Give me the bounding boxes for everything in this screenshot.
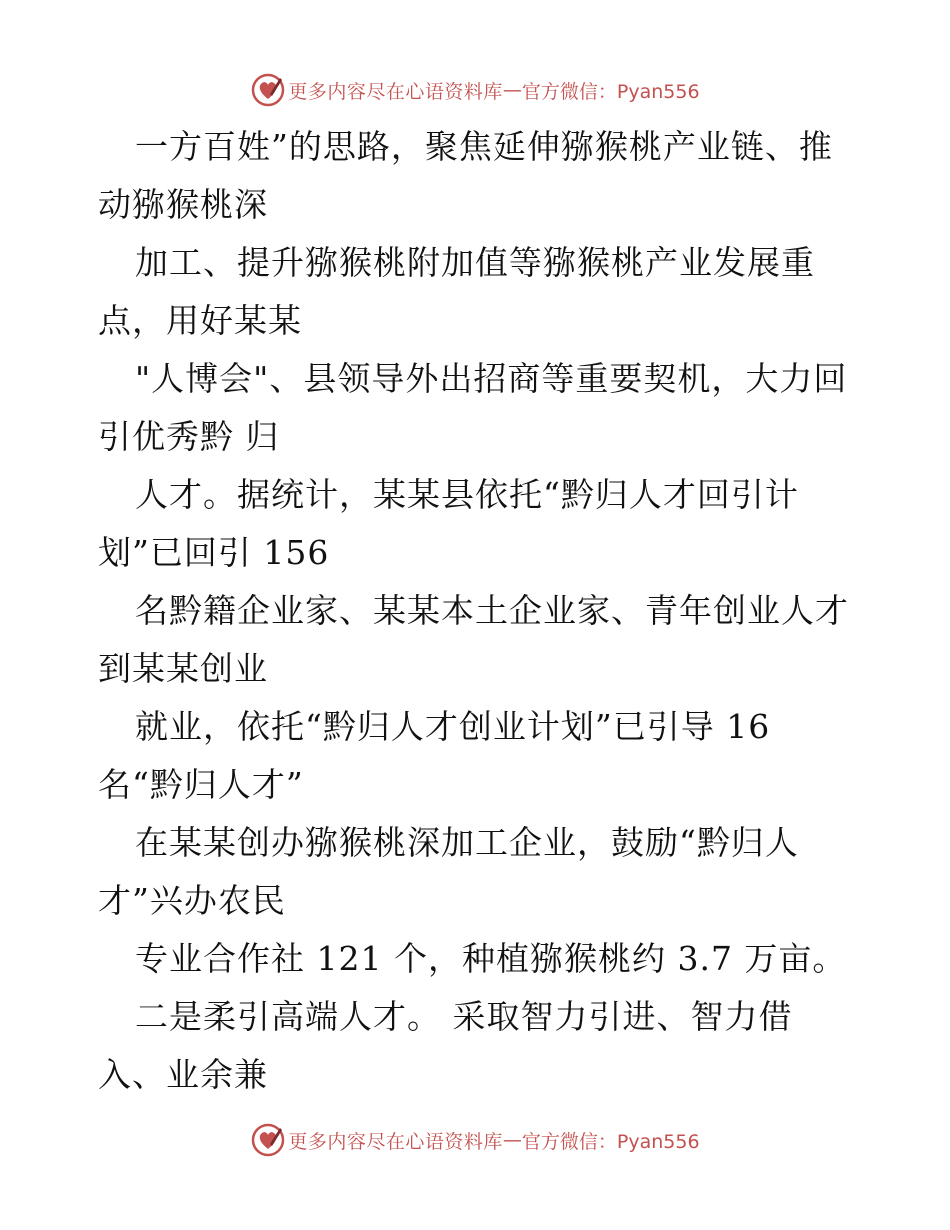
text-line: 引优秀黔 归 xyxy=(98,417,280,456)
text-line: 在某某创办猕猴桃深加工企业，鼓励“黔归人 xyxy=(135,823,799,862)
footer-banner xyxy=(0,1120,950,1160)
text-line: 入、业余兼 xyxy=(98,1055,268,1094)
header-brand-text: 更多内容尽在心语资料库 xyxy=(288,80,503,103)
text-line: 划”已回引 156 xyxy=(98,533,330,572)
text-line: 专业合作社 121 个，种植猕猴桃约 3.7 万亩。 xyxy=(135,939,847,978)
text-line: 二是柔引高端人才。 采取智力引进、智力借 xyxy=(135,997,793,1036)
text-line: 名黔籍企业家、某某本土企业家、青年创业人才 xyxy=(135,591,849,630)
document-body xyxy=(98,118,878,1104)
text-line: 加工、提升猕猴桃附加值等猕猴桃产业发展重 xyxy=(135,243,815,282)
text-line: 名“黔归人才” xyxy=(98,765,304,804)
footer-brand-text: 更多内容尽在心语资料库 xyxy=(288,1130,503,1153)
header-separator: — xyxy=(502,79,522,101)
text-line: 才”兴办农民 xyxy=(98,881,286,920)
text-line: 就业，依托“黔归人才创业计划”已引导 16 xyxy=(135,707,771,746)
text-line: 点，用好某某 xyxy=(98,301,302,340)
heart-pen-logo-icon xyxy=(250,72,286,108)
heart-pen-logo-icon xyxy=(250,1122,286,1158)
footer-separator: — xyxy=(502,1129,522,1151)
header-banner xyxy=(0,70,950,110)
text-line: 动猕猴桃深 xyxy=(98,185,268,224)
footer-wechat-text: 官方微信：Pyan556 xyxy=(521,1130,700,1153)
text-line: "人博会"、县领导外出招商等重要契机，大力回 xyxy=(135,359,848,398)
text-line: 人才。据统计，某某县依托“黔归人才回引计 xyxy=(135,475,799,514)
text-line: 到某某创业 xyxy=(98,649,268,688)
text-line: 一方百姓”的思路，聚焦延伸猕猴桃产业链、推 xyxy=(135,127,833,166)
header-wechat-text: 官方微信：Pyan556 xyxy=(521,80,700,103)
